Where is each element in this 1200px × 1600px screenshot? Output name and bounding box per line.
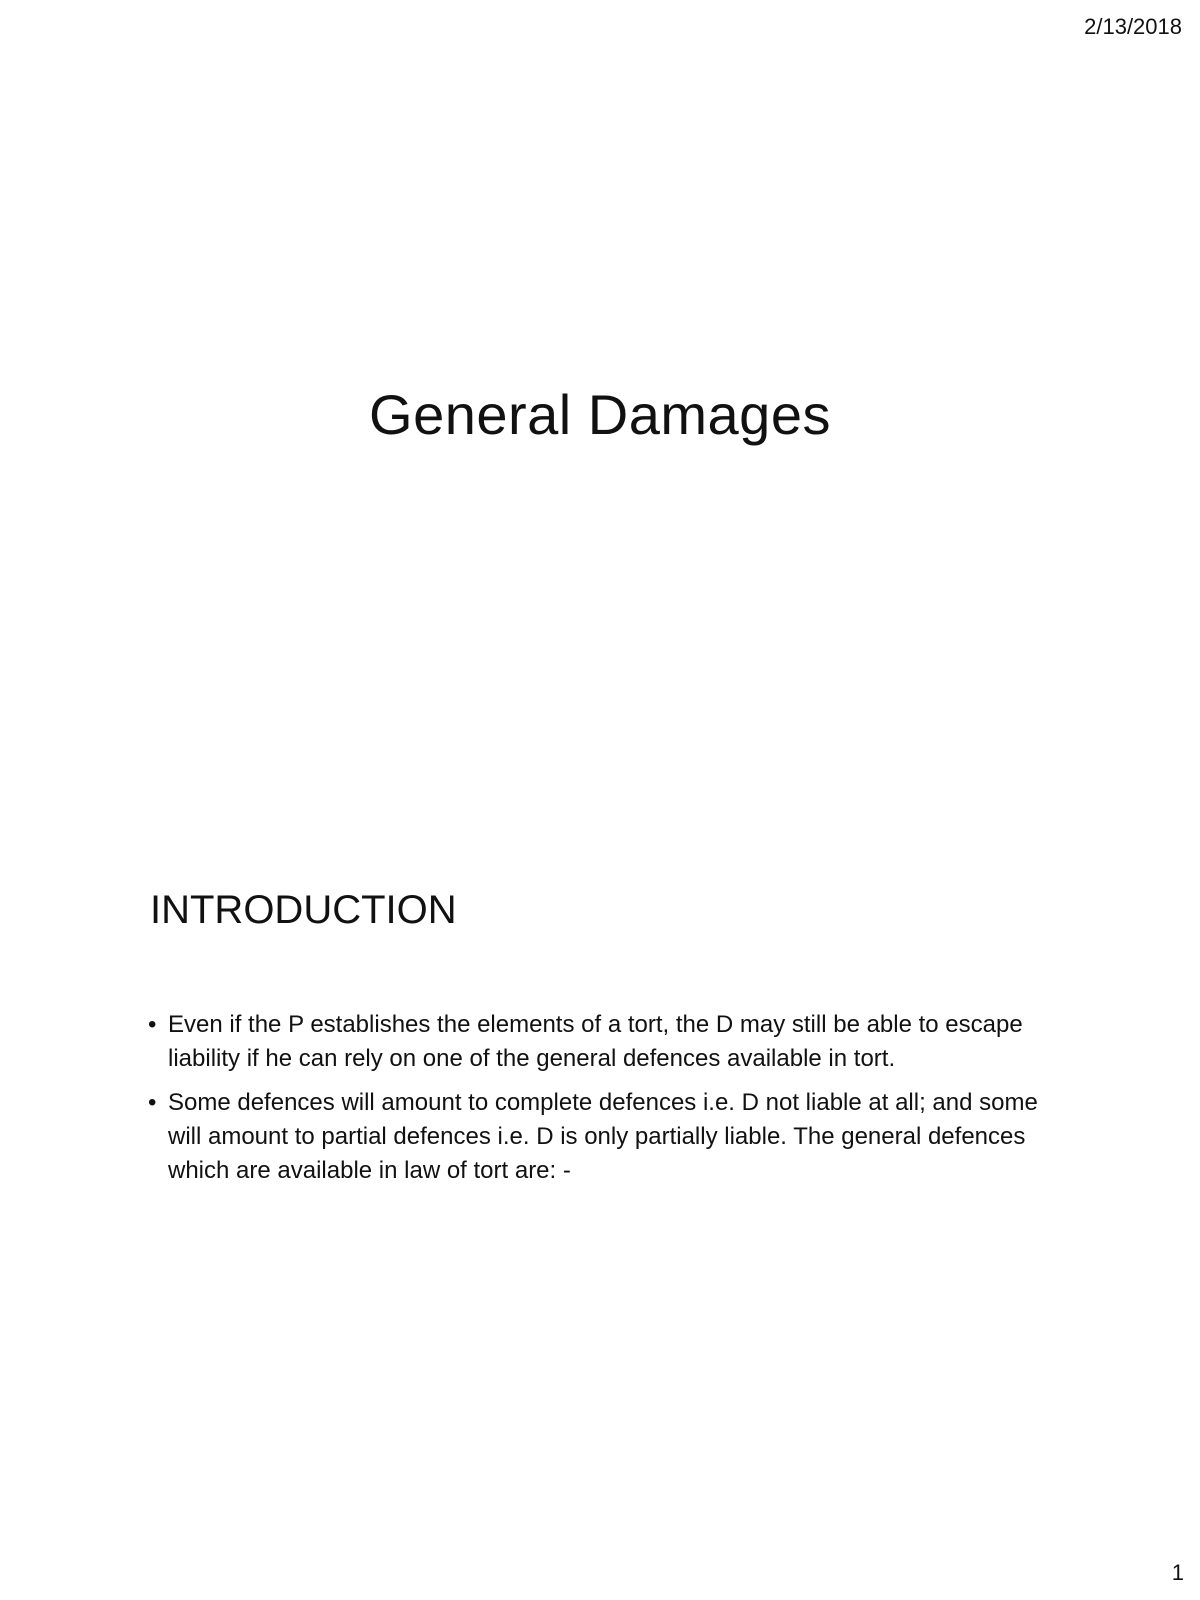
bullet-item [148,1008,1048,1076]
header-date: 2/13/2018 [1084,14,1182,39]
section-heading: INTRODUCTION [150,888,457,932]
bullet-item [148,1086,1048,1188]
slide-introduction [0,800,1200,1580]
bullet-dot-icon: • [148,1089,157,1116]
bullet-list [148,1008,1048,1198]
slide-title: General Damages [369,383,831,446]
page-number: 1 [1171,1560,1184,1585]
bullet-text: Some defences will amount to complete defences i.e. D not liable at all; and some will amount to partial defences i.e. D is only partially liable. The general defences which are available in law of tort are: - [168,1089,1038,1184]
bullet-dot-icon: • [148,1011,157,1038]
bullet-text: Even if the P establishes the elements of a tort, the D may still be able to escape liability if he can rely on one of the general defences available in tort. [168,1011,1023,1072]
